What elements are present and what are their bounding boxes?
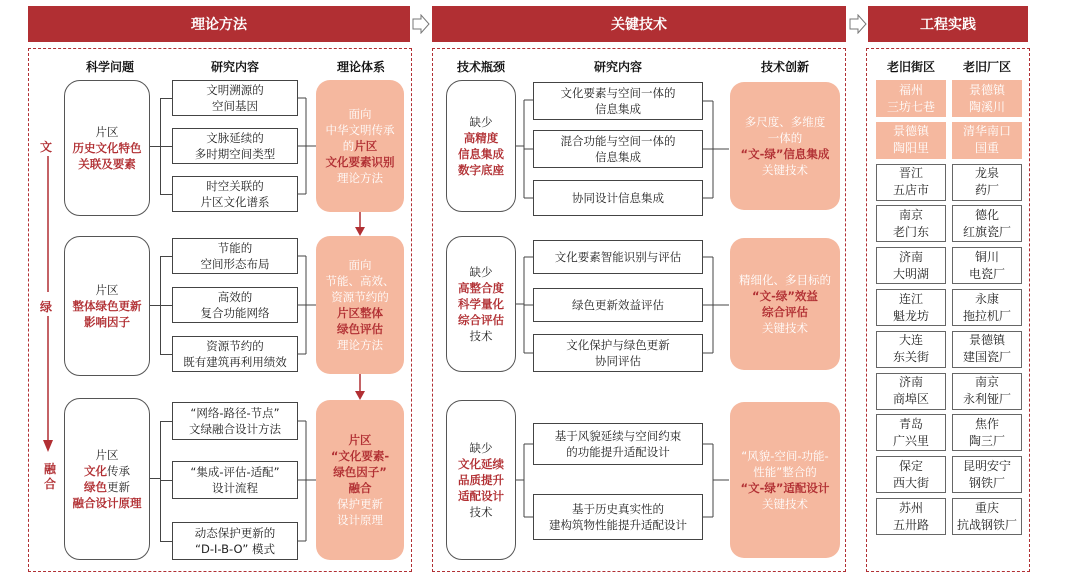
site-city: 济南 <box>898 375 923 390</box>
site-old-factory <box>952 289 1022 326</box>
col-header-old-factories: 老旧厂区 <box>962 60 1011 74</box>
innovation-text-highlight: 综合评估 <box>762 305 808 319</box>
tech-content-box: 绿色更新效益评估 <box>533 288 703 322</box>
site-name: 老门东 <box>892 224 929 239</box>
connector-line <box>150 478 160 479</box>
site-name: 抗战钢铁厂 <box>956 517 1017 532</box>
bottleneck-text: 技术 <box>469 329 493 343</box>
theory-text: 的 <box>342 139 355 153</box>
bottleneck-text-highlight: 品质提升 <box>458 473 504 487</box>
connector-line <box>160 146 172 147</box>
site-name: 五店市 <box>892 183 929 198</box>
tech-content-box: 混合功能与空间一体的 信息集成 <box>533 130 703 168</box>
theory-text-highlight: 片区 <box>354 139 378 153</box>
site-old-block <box>876 122 946 159</box>
banner-engineering-practice <box>868 6 1028 42</box>
site-city: 济南 <box>898 249 923 264</box>
problem-text: 更新 <box>107 480 130 494</box>
innovation-box-info-integration <box>730 82 840 210</box>
site-old-block <box>876 164 946 201</box>
site-city: 昆明安宁 <box>962 458 1011 473</box>
site-city: 龙泉 <box>974 166 999 181</box>
problem-box-culture <box>64 80 150 216</box>
site-city: 重庆 <box>974 500 999 515</box>
site-old-factory <box>952 456 1022 493</box>
tech-content-box: 文化要素与空间一体的 信息集成 <box>533 82 703 120</box>
col-header-bottleneck: 技术瓶颈 <box>456 60 505 74</box>
theory-text: 节能、高效、 <box>325 274 395 288</box>
problem-text-highlight: 整体绿色更新 <box>72 299 142 313</box>
connector-line <box>160 256 172 257</box>
problem-text-highlight: 融合设计原理 <box>72 496 142 510</box>
site-name: 钢铁厂 <box>968 475 1005 490</box>
problem-box-green <box>64 236 150 376</box>
site-city: 连江 <box>898 291 923 306</box>
connector-line <box>150 146 160 147</box>
site-city: 青岛 <box>898 416 923 431</box>
innovation-text: 关键技术 <box>762 497 808 511</box>
tech-content-box: 基于风貌延续与空间约束 的功能提升适配设计 <box>533 423 703 465</box>
bottleneck-text: 缺少 <box>469 441 493 455</box>
site-old-factory <box>952 80 1022 117</box>
problem-text-highlight: 影响因子 <box>84 315 130 329</box>
col-header-tech-innovation: 技术创新 <box>760 60 809 74</box>
banner-theory-label: 理论方法 <box>191 17 247 33</box>
site-city: 南京 <box>898 207 923 222</box>
theory-text-highlight: 片区整体 <box>337 306 383 320</box>
site-name: 永利铔厂 <box>962 392 1011 407</box>
bottleneck-text: 缺少 <box>469 265 493 279</box>
problem-text-highlight: 绿色 <box>84 480 107 494</box>
tech-content-box: 文化要素智能识别与评估 <box>533 240 703 274</box>
theory-box-fusion-principle <box>316 400 404 560</box>
site-old-factory <box>952 164 1022 201</box>
site-city: 景德镇 <box>892 124 929 139</box>
problem-box-fusion <box>64 398 150 560</box>
site-old-factory <box>952 122 1022 159</box>
site-old-block <box>876 205 946 242</box>
site-old-block <box>876 498 946 535</box>
down-arrow-icon <box>353 212 367 240</box>
site-name: 药厂 <box>974 183 999 198</box>
innovation-box-adaptive-design <box>730 402 840 558</box>
site-name: 国重 <box>974 141 999 156</box>
theory-text: 理论方法 <box>337 171 383 185</box>
tech-content-box: 基于历史真实性的 建构筑物性能提升适配设计 <box>533 494 703 540</box>
theory-text: 资源节约的 <box>331 290 389 304</box>
bottleneck-text: 缺少 <box>469 115 493 129</box>
problem-text-highlight: 文化 <box>84 464 107 478</box>
innovation-text-highlight: “文-绿”适配设计 <box>740 481 830 495</box>
innovation-text: 关键技术 <box>762 321 808 335</box>
theory-text-highlight: 片区 <box>348 433 372 447</box>
bottleneck-box-info-integration <box>446 80 516 212</box>
research-content-box: “集成-评估-适配” 设计流程 <box>172 461 298 499</box>
site-city: 清华南口 <box>962 124 1011 139</box>
connector-line <box>160 194 172 195</box>
site-city: 保定 <box>898 458 923 473</box>
site-name: 五卅路 <box>892 517 929 532</box>
theory-text-highlight: 文化要素识别 <box>325 155 395 169</box>
connector-line <box>160 480 172 481</box>
site-name: 红旗瓷厂 <box>962 224 1011 239</box>
tech-content-box: 协同设计信息集成 <box>533 180 703 216</box>
site-old-block <box>876 331 946 368</box>
banner-tech-label: 关键技术 <box>611 17 667 33</box>
problem-text-highlight: 历史文化特色 <box>72 141 142 155</box>
site-city: 南京 <box>974 375 999 390</box>
bottleneck-box-evaluation <box>446 236 516 372</box>
bottleneck-text-highlight: 综合评估 <box>458 313 504 327</box>
site-name: 魁龙坊 <box>892 308 929 323</box>
theory-text: 理论方法 <box>337 338 383 352</box>
theory-text: 面向 <box>348 107 372 121</box>
theory-text: 面向 <box>348 258 372 272</box>
problem-text: 传承 <box>107 464 130 478</box>
col-header-tech-content: 研究内容 <box>593 60 642 74</box>
connector-line <box>160 98 172 99</box>
site-city: 苏州 <box>898 500 923 515</box>
site-old-block <box>876 247 946 284</box>
col-header-research-content: 研究内容 <box>210 60 259 74</box>
site-old-factory <box>952 205 1022 242</box>
bottleneck-text-highlight: 高精度 <box>463 131 499 145</box>
theory-text-highlight: “文化要素- <box>330 449 390 463</box>
connector-line <box>160 354 172 355</box>
research-content-box: 文明溯源的 空间基因 <box>172 80 298 116</box>
innovation-text: 多尺度、多维度 <box>744 115 826 129</box>
side-label-fusion: 融合 <box>44 462 57 491</box>
site-city: 大连 <box>898 333 923 348</box>
research-content-box: 时空关联的 片区文化谱系 <box>172 176 298 212</box>
innovation-text: 一体的 <box>767 131 803 145</box>
connector-line <box>160 421 172 422</box>
problem-text-highlight: 关联及要素 <box>78 157 136 171</box>
site-city: 景德镇 <box>968 82 1005 97</box>
theory-text-highlight: 绿色评估 <box>337 322 383 336</box>
innovation-box-evaluation <box>730 238 840 370</box>
site-name: 广兴里 <box>892 433 929 448</box>
connector-arrows <box>703 80 731 554</box>
site-city: 晋江 <box>898 166 923 181</box>
innovation-text-highlight: “文-绿”效益 <box>752 289 818 303</box>
site-name: 大明湖 <box>892 266 929 281</box>
bottleneck-text-highlight: 文化延续 <box>458 457 504 471</box>
site-old-factory <box>952 414 1022 451</box>
research-content-box: 文脉延续的 多时期空间类型 <box>172 128 298 164</box>
bottleneck-box-adaptive-design <box>446 400 516 560</box>
site-name: 陶溪川 <box>968 99 1005 114</box>
col-header-old-blocks: 老旧街区 <box>886 60 935 74</box>
site-city: 铜川 <box>974 249 999 264</box>
arrow-right-icon <box>412 14 430 38</box>
connector-line <box>160 305 172 306</box>
problem-text: 片区 <box>95 125 119 139</box>
site-city: 福州 <box>898 82 923 97</box>
site-name: 三坊七巷 <box>886 99 935 114</box>
theory-box-culture-identification <box>316 80 404 212</box>
site-old-factory <box>952 498 1022 535</box>
bracket-line <box>160 421 161 541</box>
col-header-theory-system: 理论体系 <box>336 60 385 74</box>
site-name: 东关街 <box>892 350 929 365</box>
problem-text: 片区 <box>95 448 119 462</box>
theory-text-highlight: 融合 <box>348 481 372 495</box>
innovation-text: 性能”整合的 <box>753 465 817 479</box>
theory-text: 设计原理 <box>337 513 383 527</box>
innovation-text-highlight: “文-绿”信息集成 <box>740 147 830 161</box>
connector-line <box>160 541 172 542</box>
bottleneck-text-highlight: 适配设计 <box>458 489 504 503</box>
innovation-text: “风貌-空间-功能- <box>741 449 829 463</box>
research-content-box: “网络-路径-节点” 文绿融合设计方法 <box>172 402 298 440</box>
side-label-green: 绿 <box>40 300 53 314</box>
site-old-factory <box>952 247 1022 284</box>
down-arrow-icon <box>41 156 55 460</box>
theory-box-green-evaluation <box>316 236 404 374</box>
banner-practice-label: 工程实践 <box>920 17 976 33</box>
bottleneck-text-highlight: 信息集成 <box>458 147 504 161</box>
bottleneck-text-highlight: 高整合度 <box>458 281 504 295</box>
site-name: 陶三厂 <box>968 433 1005 448</box>
innovation-text: 精细化、多目标的 <box>739 273 831 287</box>
theory-text: 中华文明传承 <box>325 123 395 137</box>
banner-theory-methods <box>28 6 410 42</box>
bottleneck-text: 技术 <box>469 505 493 519</box>
tech-content-box: 文化保护与绿色更新 协同评估 <box>533 334 703 372</box>
site-old-block <box>876 414 946 451</box>
site-old-block <box>876 373 946 410</box>
site-old-block <box>876 289 946 326</box>
bottleneck-text-highlight: 科学量化 <box>458 297 504 311</box>
site-name: 拖拉机厂 <box>962 308 1011 323</box>
research-content-box: 资源节约的 既有建筑再利用绩效 <box>172 336 298 372</box>
site-name: 商埠区 <box>892 392 929 407</box>
problem-text: 片区 <box>95 283 119 297</box>
research-content-box: 动态保护更新的 “D-I-B-O” 模式 <box>172 522 298 560</box>
research-content-box: 节能的 空间形态布局 <box>172 238 298 274</box>
innovation-text: 关键技术 <box>762 163 808 177</box>
site-city: 德化 <box>974 207 999 222</box>
connector-line <box>150 305 160 306</box>
site-name: 电瓷厂 <box>968 266 1005 281</box>
site-old-factory <box>952 373 1022 410</box>
bottleneck-text-highlight: 数字底座 <box>458 163 504 177</box>
site-city: 永康 <box>974 291 999 306</box>
site-old-factory <box>952 331 1022 368</box>
site-name: 建国瓷厂 <box>962 350 1011 365</box>
down-arrow-icon <box>353 374 367 404</box>
connector-arrows <box>298 92 318 566</box>
theory-text-highlight: 绿色因子” <box>333 465 387 479</box>
site-city: 景德镇 <box>968 333 1005 348</box>
site-old-block <box>876 456 946 493</box>
research-content-box: 高效的 复合功能网络 <box>172 287 298 323</box>
site-name: 陶阳里 <box>892 141 929 156</box>
theory-text: 保护更新 <box>337 497 383 511</box>
site-old-block <box>876 80 946 117</box>
site-city: 焦作 <box>974 416 999 431</box>
side-label-culture: 文 <box>40 140 53 154</box>
banner-key-technology <box>432 6 846 42</box>
site-name: 西大街 <box>892 475 929 490</box>
arrow-right-icon <box>849 14 867 38</box>
col-header-science-problem: 科学问题 <box>85 60 134 74</box>
